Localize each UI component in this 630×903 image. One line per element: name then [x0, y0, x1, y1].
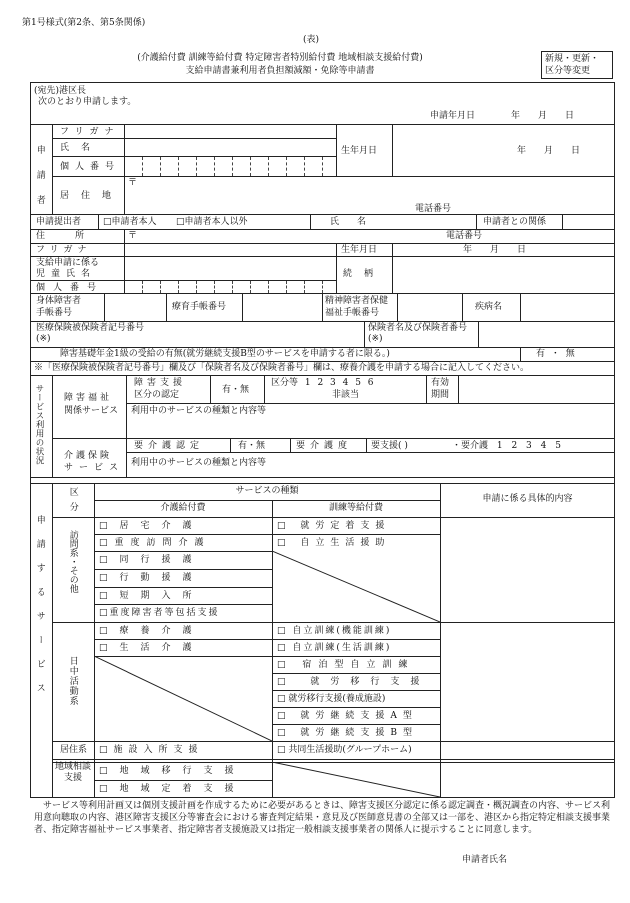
consent-text: サービス等利用計画又は個別支援計画を作成するために必要があるときは、障害支援区分認定に係る認定調査・概況調査の内容、サービス利用意向聴取の内容、港区障害支援区分等審査会における審査判定結果・意見及び医師意見書の全部又は一部を、港区から指定特定相談支援事業者、指定障害福祉サービス事業者、指定障害者支援施設又は指定一般相談支援事業者の関係人に提示することに同意します。	[34, 801, 611, 835]
training-consult-empty-strike	[272, 762, 440, 797]
care-item-medical-care[interactable]: □療養介護	[99, 626, 204, 636]
care-item-behavior[interactable]: □行動援護	[99, 573, 204, 583]
consult-category-label: 地域相談支援	[54, 762, 91, 783]
mental-handbook-label2: 福祉手帳番号	[325, 308, 380, 318]
ltc-cert-label: 要介護認定	[134, 441, 205, 451]
type-line2: 区分等変更	[545, 66, 591, 76]
applicant-postal-mark: 〒	[128, 178, 138, 188]
form-number: 第1号様式(第2条、第5条関係)	[22, 18, 146, 28]
submitter-name-label: 氏 名	[330, 217, 367, 227]
submitter-address-label: 住 所	[36, 231, 89, 241]
training-item-independent-living[interactable]: □ 自立生活援助	[277, 538, 391, 548]
support-level-options[interactable]: 区分等 1 2 3 4 5 6	[271, 378, 374, 388]
insurance-note: ※「医療保険被保険者記号番号」欄及び「保険者名及び保険者番号」欄は、療養介護を申請する場合に記入してください。	[34, 363, 530, 373]
ltc-label1: 介護保険	[64, 451, 113, 461]
training-item-continuation-a[interactable]: □ 就労継続支援A型	[277, 711, 418, 721]
residential-category-label: 居住系	[60, 745, 88, 755]
applicant-address-label: 居住地	[60, 191, 124, 201]
type-line1: 新規・更新・	[545, 54, 600, 64]
title-line2: 支給申請書兼利用者負担額減額・免除等申請書	[185, 66, 375, 76]
rehab-handbook-label: 療育手帳番号	[172, 302, 227, 312]
training-item-continuation-b[interactable]: □ 就労継続支援B型	[277, 728, 418, 738]
child-mynumber-label: 個人番号	[36, 283, 105, 293]
applicant-mynumber-label: 個人番号	[60, 162, 121, 172]
welfare-desc-label: 利用中のサービスの種類と内容等	[131, 406, 267, 416]
submitter-postal-mark: 〒	[128, 231, 138, 241]
applicant-birth-ymd: 年 月 日	[517, 146, 581, 156]
applicant-signature-label: 申請者氏名	[462, 855, 508, 865]
detail-header: 申請に係る具体的内容	[482, 494, 573, 504]
child-furigana-label: フリガナ	[36, 245, 92, 255]
care-item-comprehensive[interactable]: □重度障害者等包括支援	[99, 608, 220, 618]
pension-value[interactable]: 有 ・ 無	[536, 349, 575, 359]
consult-item-transition[interactable]: □地域移行支援	[99, 766, 246, 776]
training-item-overnight[interactable]: □ 宿泊型自立訓練	[277, 660, 415, 670]
consult-item-settlement[interactable]: □地域定着支援	[99, 784, 246, 794]
applicant-birth-label: 生年月日	[341, 146, 378, 156]
applicant-phone-label: 電話番号	[415, 204, 452, 214]
care-item-accompany[interactable]: □同行援護	[99, 555, 204, 565]
ltc-desc-label: 利用中のサービスの種類と内容等	[131, 458, 267, 468]
submitter-phone-label: 電話番号	[446, 231, 483, 241]
insurer-name-label1: 保険者名及び保険者番号	[368, 323, 468, 333]
care-benefit-header: 介護給付費	[160, 503, 206, 513]
category-header: 区分	[67, 487, 78, 517]
ltc-label2: サービス	[64, 463, 125, 473]
training-item-employment-retention[interactable]: □ 就労定着支援	[277, 521, 391, 531]
child-birth-ymd: 年 月 日	[463, 245, 527, 255]
application-date: 申請年月日 年 月 日	[430, 111, 575, 121]
submitter-label: 申請提出者	[36, 217, 82, 227]
support-class-label2: 区分の認定	[134, 390, 180, 400]
support-class-value[interactable]: 有・無	[222, 385, 250, 395]
physical-handbook-label2: 手帳番号	[36, 308, 73, 318]
ltc-level-label: 要介護度	[296, 441, 353, 451]
training-item-function[interactable]: □ 自立訓練(機能訓練)	[277, 626, 392, 636]
care-item-heavy-visit[interactable]: □重度訪問介護	[99, 538, 211, 548]
training-item-transition-school[interactable]: □ 就労移行支援(養成施設)	[277, 694, 386, 704]
insurer-number-label2: (※)	[36, 334, 51, 344]
child-relation-label: 続柄	[343, 269, 386, 279]
applicant-name-label: 氏名	[60, 143, 103, 153]
usage-section-label: サービス利用の状況	[34, 384, 44, 465]
support-class-label1: 障害支援	[134, 378, 187, 388]
submitter-other-checkbox[interactable]: □申請者本人以外	[176, 217, 248, 227]
side-label: (表)	[303, 35, 320, 45]
ltc-care-levels[interactable]: ・要介護 1 2 3 4 5	[452, 441, 561, 451]
visit-category-label: 訪問系・その他	[67, 530, 78, 593]
pension-label: 障害基礎年金1級の受給の有無(就労継続支援B型のサービスを申請する者に限る。)	[60, 349, 390, 359]
care-item-facility[interactable]: □施設入所支援	[99, 745, 204, 755]
applicant-section-label: 申請者	[34, 145, 45, 220]
day-category-label: 日中活動系	[67, 656, 78, 706]
training-item-transition[interactable]: □ 就労移行支援	[277, 677, 431, 687]
training-item-group-home[interactable]: □ 共同生活援助(グループホーム)	[277, 745, 412, 755]
care-day-empty-strike	[94, 656, 272, 741]
training-item-life[interactable]: □ 自立訓練(生活訓練)	[277, 643, 392, 653]
addressee: (宛先)港区長	[34, 86, 87, 96]
submitter-self-checkbox[interactable]: □申請者本人	[103, 217, 157, 227]
care-item-home-care[interactable]: □居宅介護	[99, 521, 204, 531]
insurer-number-label1: 医療保険被保険者記号番号	[36, 323, 145, 333]
child-birth-label: 生年月日	[341, 245, 378, 255]
child-name-label1: 支給申請に係る	[36, 258, 100, 268]
care-item-life-care[interactable]: □生活介護	[99, 643, 204, 653]
valid-period-label2: 期間	[431, 390, 450, 400]
request-statement: 次のとおり申請します。	[38, 97, 137, 107]
child-name-label2: 児童氏名	[36, 269, 97, 279]
welfare-service-label1: 障害福祉	[64, 393, 113, 403]
training-benefit-header: 訓練等給付費	[328, 503, 383, 513]
valid-period-label1: 有効	[431, 378, 450, 388]
ltc-cert-value[interactable]: 有・無	[238, 441, 266, 451]
title-line1: (介護給付費 訓練等給付費 特定障害者特別給付費 地域相談支援給付費)	[137, 53, 423, 63]
training-visit-empty-strike	[272, 551, 440, 622]
apply-section-label: 申請するサービス	[34, 515, 45, 707]
submitter-relation-label: 申請者との関係	[483, 217, 547, 227]
service-kind-header: サービスの種類	[235, 486, 299, 496]
welfare-service-label2: 関係サービス	[64, 406, 119, 416]
insurer-name-label2: (※)	[368, 334, 383, 344]
support-level-na[interactable]: 非該当	[332, 390, 360, 400]
care-item-short-stay[interactable]: □短期入所	[99, 591, 204, 601]
physical-handbook-label1: 身体障害者	[36, 296, 82, 306]
mental-handbook-label1: 精神障害者保健	[325, 296, 389, 306]
disease-label: 疾病名	[475, 302, 503, 312]
applicant-furigana-label: フリガナ	[60, 127, 120, 137]
ltc-support-option[interactable]: 要支援( )	[371, 441, 408, 451]
